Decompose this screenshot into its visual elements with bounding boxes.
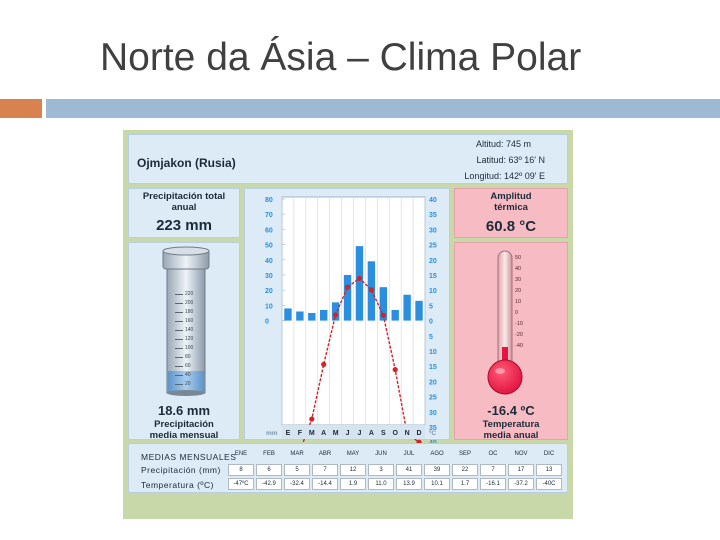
table-precip-cell: 22 [452, 464, 478, 476]
thermometer-tick-label: 10 [515, 299, 522, 305]
y-right-tick-label: 35 [429, 212, 437, 220]
gauge-tick-mark [175, 312, 183, 313]
precip-monthly-value: 18.6 mm [157, 403, 211, 418]
y-right-tick-label: 25 [429, 242, 437, 250]
gauge-tick-label: 160 [185, 318, 194, 324]
table-temp-cell: 13.9 [396, 478, 422, 490]
table-precip-cell: 3 [368, 464, 394, 476]
month-label: O [392, 430, 398, 437]
thermometer-box [454, 242, 568, 440]
precip-monthly-label-1: Precipitación [154, 419, 214, 430]
table-temp-cell: 1.9 [340, 478, 366, 490]
climograph [244, 188, 450, 440]
month-label: A [321, 430, 327, 437]
temp-mean-label-1: Temperatura [482, 419, 540, 430]
station-latitude: Latitud: 63º 16' N [476, 155, 545, 165]
precip-total-label: Precipitación total anual [142, 191, 226, 213]
gauge-tick-label: 120 [185, 336, 194, 342]
y-right-tick-label: 20 [429, 379, 437, 387]
gauge-tick-label: 200 [185, 300, 194, 306]
table-month-header: ENE [234, 451, 248, 457]
table-temp-cell: 10.1 [424, 478, 450, 490]
table-precip-cell: 7 [312, 464, 338, 476]
table-temp-cell: 11.0 [368, 478, 394, 490]
amplitude-value: 60.8 °C [485, 218, 537, 235]
table-precip-cell: 7 [480, 464, 506, 476]
table-temp-cell: -42.9 [256, 478, 282, 490]
gauge-tick-mark [175, 357, 183, 358]
y-right-tick-label: 30 [429, 409, 437, 417]
thermometer-tick-label: -40 [515, 343, 523, 349]
temperature-point [381, 313, 386, 318]
table-temp-cell: -47ºC [228, 478, 254, 490]
gauge-tick-label: 220 [185, 291, 194, 297]
y-right-tick-label: 15 [429, 364, 437, 372]
y-right-tick-label: 15 [429, 273, 437, 280]
precip-bar [296, 311, 303, 320]
amplitude-label-1: Amplitud [490, 191, 532, 202]
precip-bar [308, 313, 315, 321]
table-month-header: JUL [403, 451, 415, 457]
table-precip-cell: 12 [340, 464, 366, 476]
table-month-header: AGO [430, 451, 444, 457]
x-unit-left: mm [266, 430, 278, 437]
precip-bar [415, 301, 422, 321]
table-precip-label: Precipitación (mm) [141, 465, 221, 475]
monthly-table [128, 443, 568, 493]
precip-bar [344, 275, 351, 321]
y-left-tick-label: 80 [265, 197, 273, 204]
gauge-tick-mark [175, 303, 183, 304]
thermometer-tick-label: 50 [515, 255, 522, 261]
precip-bar [320, 310, 327, 321]
precip-bar [356, 246, 363, 320]
y-left-tick-label: 50 [265, 242, 273, 250]
climograph-chart [245, 189, 451, 441]
table-precip-cell: 13 [536, 464, 562, 476]
gauge-tick-label: 140 [185, 327, 194, 333]
station-longitude: Longitud: 142º 09' E [464, 171, 545, 181]
temperature-point [345, 285, 350, 290]
month-label: E [285, 430, 291, 437]
thermometer-tick-label: 30 [515, 277, 522, 283]
table-month-header: DIC [543, 451, 555, 457]
month-label: M [332, 430, 339, 437]
temp-mean-value: -16.4 ºC [487, 403, 535, 418]
y-right-tick-label: 0 [429, 318, 433, 326]
table-precip-cell: 8 [228, 464, 254, 476]
station-name: Ojmjakon (Rusia) [137, 156, 236, 170]
gauge-tick-mark [175, 339, 183, 340]
gauge-tick-label: 40 [185, 372, 191, 378]
gauge-tick-mark [175, 348, 183, 349]
table-temp-cell: -37.2 [508, 478, 534, 490]
y-right-tick-label: 40 [429, 197, 437, 204]
table-temp-label: Temperatura (ºC) [141, 480, 214, 490]
month-label: J [357, 430, 362, 437]
thermometer-tick-label: 0 [515, 310, 519, 316]
table-month-header: OC [488, 451, 498, 457]
accent-bar-blue [46, 99, 720, 118]
y-right-tick-label: 5 [429, 333, 433, 341]
table-title: MEDIAS MENSUALES [141, 452, 237, 462]
thermometer-tick-label: -10 [515, 321, 523, 327]
y-right-tick-label: 25 [429, 394, 437, 402]
gauge-tick-label: 60 [185, 363, 191, 369]
precip-bar [392, 310, 399, 321]
table-temp-cell: 1.7 [452, 478, 478, 490]
y-left-tick-label: 40 [265, 257, 273, 265]
gauge-tick-mark [175, 321, 183, 322]
temperature-point [369, 287, 374, 292]
month-label: A [368, 430, 374, 437]
table-temp-cell: -14.4 [312, 478, 338, 490]
y-left-tick-label: 30 [265, 273, 273, 280]
precip-monthly-label-2: media mensual [149, 430, 219, 441]
table-precip-cell: 39 [424, 464, 450, 476]
table-month-header: ABR [318, 451, 332, 457]
gauge-tick-mark [175, 384, 183, 385]
amplitude-box [454, 188, 568, 238]
accent-bar-orange [0, 99, 42, 118]
table-month-header: JUN [375, 451, 387, 457]
table-precip-cell: 5 [284, 464, 310, 476]
y-left-tick-label: 60 [265, 227, 273, 235]
precip-bar [403, 295, 410, 321]
table-month-header: NOV [514, 451, 528, 457]
y-right-tick-label: 20 [429, 257, 437, 265]
gauge-tick-mark [175, 294, 183, 295]
table-temp-cell: -16.1 [480, 478, 506, 490]
precip-gauge-box [128, 242, 240, 440]
month-strip [282, 425, 425, 439]
temp-mean-label-2: media anual [483, 430, 539, 441]
precip-bar [284, 308, 291, 320]
table-temp-cell: -40C [536, 478, 562, 490]
precip-total-value: 223 mm [156, 217, 212, 234]
table-month-header: MAR [290, 451, 304, 457]
gauge-tick-mark [175, 330, 183, 331]
temperature-point [321, 362, 326, 367]
slide-title: Norte da Ásia – Clima Polar [100, 36, 582, 79]
month-label: F [297, 430, 303, 437]
table-month-header: FEB [263, 451, 275, 457]
table-precip-cell: 41 [396, 464, 422, 476]
gauge-tick-mark [175, 366, 183, 367]
gauge-tick-label: 80 [185, 354, 191, 360]
month-label: J [345, 430, 350, 437]
table-temp-cell: -32.4 [284, 478, 310, 490]
month-label: M [308, 430, 315, 437]
temperature-point [309, 416, 314, 421]
y-left-tick-label: 70 [265, 212, 273, 220]
y-right-tick-label: 30 [429, 227, 437, 235]
gauge-tick-mark [175, 375, 183, 376]
station-header [128, 134, 568, 184]
temperature-point [333, 312, 338, 317]
precip-total-box [128, 188, 240, 238]
gauge-tick-label: 20 [185, 381, 191, 387]
precip-bar [332, 302, 339, 320]
y-right-tick-label: 10 [429, 288, 437, 296]
thermometer-tick-label: 40 [515, 266, 522, 272]
y-left-tick-label: 20 [265, 288, 273, 296]
y-left-tick-label: 10 [265, 303, 273, 311]
month-label: N [404, 430, 410, 437]
amplitude-label-2: térmica [494, 202, 528, 213]
table-precip-cell: 6 [256, 464, 282, 476]
table-month-header: SEP [458, 451, 471, 457]
y-right-tick-label: 5 [429, 303, 433, 311]
gauge-tick-label: 180 [185, 309, 194, 315]
x-unit-right: ºC [429, 430, 437, 437]
thermometer-tick-label: -20 [515, 332, 523, 338]
month-label: S [380, 430, 386, 437]
temperature-point [357, 276, 362, 281]
table-month-header: MAY [346, 451, 360, 457]
y-right-tick-label: 10 [429, 349, 437, 356]
thermometer-tick-label: 20 [515, 288, 522, 294]
y-right-tick-label: 35 [429, 425, 437, 432]
y-left-tick-label: 0 [265, 318, 269, 326]
month-label: D [416, 430, 422, 437]
gauge-tick-label: 100 [185, 345, 194, 351]
station-altitude: Altitud: 745 m [475, 139, 531, 149]
table-precip-cell: 17 [508, 464, 534, 476]
temperature-point [393, 367, 398, 372]
